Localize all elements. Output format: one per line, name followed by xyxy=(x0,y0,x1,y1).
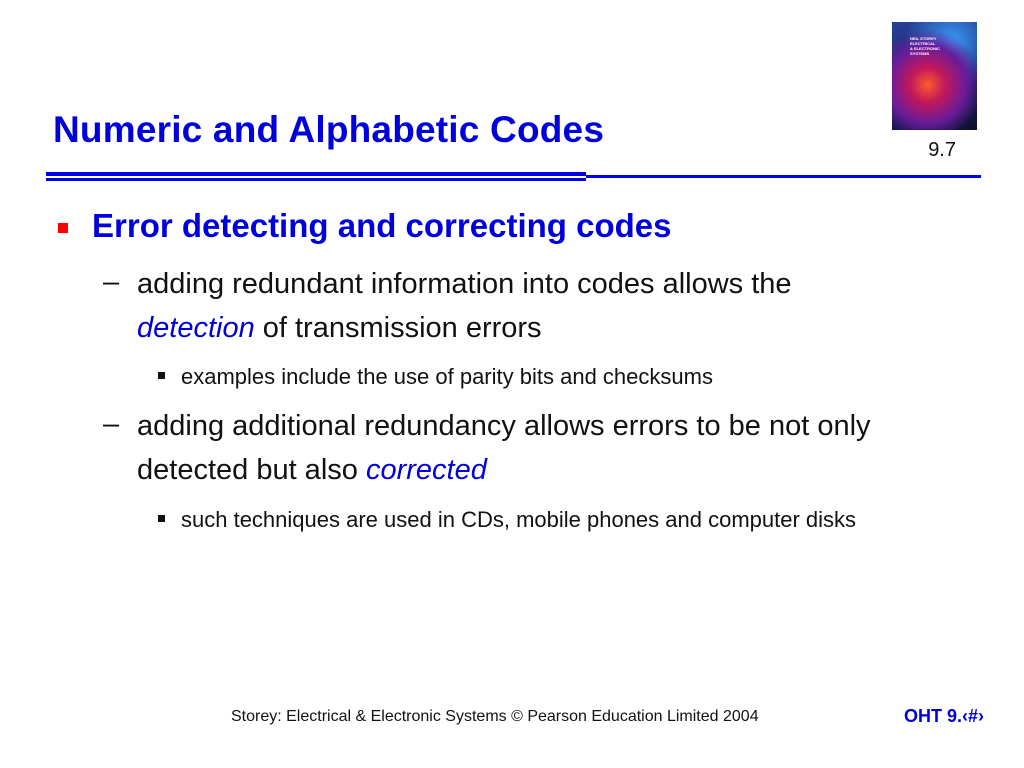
point-1-text: adding redundant information into codes allows the detection of transmission errors xyxy=(137,268,792,344)
book-cover-image xyxy=(892,22,977,130)
point-1-subtext: examples include the use of parity bits and checksums xyxy=(181,364,713,389)
dash-bullet-icon: – xyxy=(103,266,120,298)
slide-number: 9.7 xyxy=(928,139,956,161)
oht-number: OHT 9.‹#› xyxy=(903,706,984,726)
heading-bullet-icon xyxy=(58,223,68,233)
point-2-subtext: such techniques are used in CDs, mobile phones and computer disks xyxy=(181,507,857,532)
book-cover-text: NEIL STOREY ELECTRICAL & ELECTRONIC SYSTEMS xyxy=(910,36,940,56)
dash-bullet-icon: – xyxy=(103,408,120,440)
section-heading: Error detecting and correcting codes xyxy=(92,207,672,244)
title-underline xyxy=(46,172,981,184)
footer-credit: Storey: Electrical & Electronic Systems © Pearson Education Limited 2004 xyxy=(231,708,759,725)
slide-title: Numeric and Alphabetic Codes xyxy=(53,109,605,150)
sub-bullet-icon xyxy=(158,372,165,379)
sub-bullet-icon xyxy=(158,515,165,522)
point-2-text: adding additional redundancy allows errors to be not only detected but also corrected xyxy=(137,410,871,486)
